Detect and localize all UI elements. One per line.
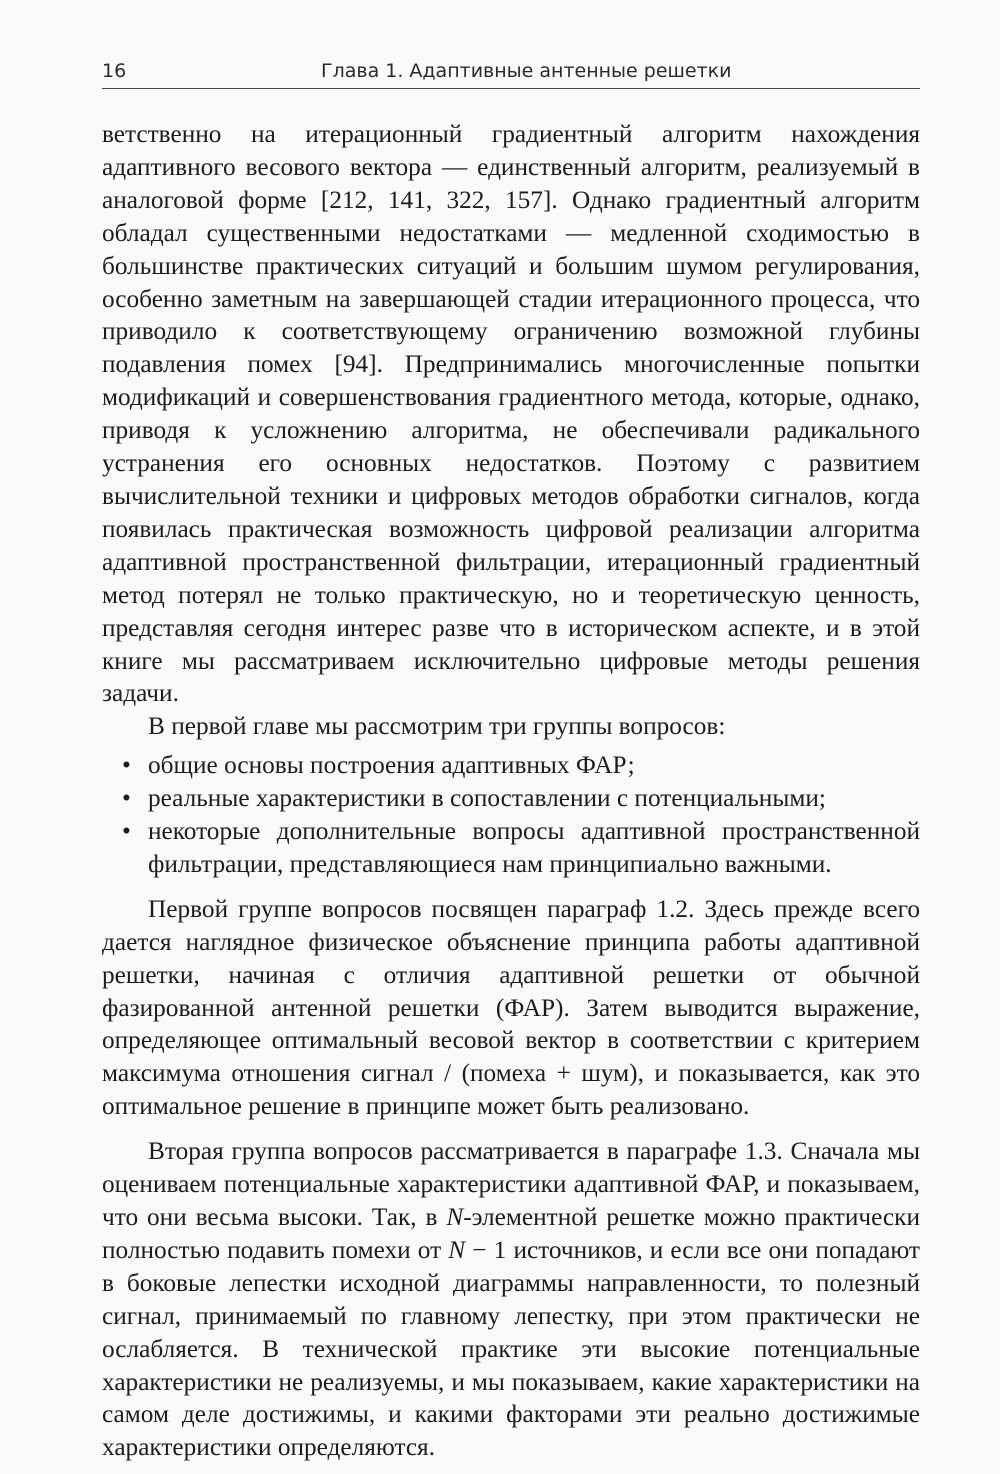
paragraph-4-start: Вторая группа вопросов рассматривается в параграфе 1.3. Сначала мы оцениваем потенциальные характеристики адаптивной ФАР, и показываем, что они весьма высоки. Так, в <box>102 1137 920 1231</box>
paragraph-2: В первой главе мы рассмотрим три группы вопросов: <box>148 712 726 741</box>
paragraph-1: ветственно на итерационный градиентный алгоритм нахождения адаптивного весового вектора — единственный алгоритм, реализуемый в аналоговой форме [212, 141, 322, 157]. Однако градиентный алгоритм обладал существенными недостатками — медленной сходимостью в большинстве практических ситуаций и большим шумом регулирования, особенно заметным на завершающей стадии итерационного процесса, что приводило к соответствующему ограничению возможной глубины подавления помех [94]. Предпринимались многочисленные попытки модификаций и совершенствования градиентного метода, которые, однако, приводя к усложнению алгоритма, не обеспечивали радикального устранения его основных недостатков. Поэтому с развитием вычислительной техники и цифровых методов обработки сигналов, когда появилась практическая возможность цифровой реализации алгоритма адаптивной пространственной фильтрации, итерационный градиентный метод потерял не только практическую, но и теоретическую ценность, представляя сегодня интерес разве что в историческом аспекте, и в этой книге мы рассматриваем исключительно цифровые методы решения задачи. <box>102 120 920 708</box>
running-header <box>102 58 920 89</box>
bullet-item-1: • общие основы построения адаптивных ФАР; <box>102 749 920 782</box>
expression-n: N <box>448 1235 466 1264</box>
paragraph-4-end: источников, и если все они попадают в боковые лепестки исходной диаграммы направленности, то полезный сигнал, принимаемый по главному лепестку, при этом практически не ослабляется. В технической практике эти высокие потенциальные характеристики не реализуемы, и мы показываем, какие характеристики на самом деле достижимы, и какими факторами эти реально достижимые характеристики определяются. <box>102 1235 920 1462</box>
running-title: Глава 1. Адаптивные антенные решетки <box>321 60 732 82</box>
page-number: 16 <box>102 60 127 82</box>
paragraph-4 <box>102 1135 920 1464</box>
body-text <box>102 118 920 1464</box>
bullet-item-3: • некоторые дополнительные вопросы адаптивной пространственной фильтрации, представляющиеся нам принципиально важными. <box>102 815 920 881</box>
expression-minus-one: − 1 <box>465 1235 507 1264</box>
bullet-list <box>102 749 920 881</box>
bullet-item-2: • реальные характеристики в сопоставлении с потенциальными; <box>102 782 920 815</box>
paragraph-4-middle: -элементной решетке можно практически полностью подавить помехи от <box>102 1203 920 1264</box>
paragraph-3: Первой группе вопросов посвящен параграф 1.2. Здесь прежде всего дается наглядное физическое объяснение принципа работы адаптивной решетки, начиная с отличия адаптивной решетки от обычной фазированной антенной решетки (ФАР). Затем выводится выражение, определяющее оптимальный весовой вектор в соответствии с критерием максимума отношения сигнал / (помеха + шум), и показывается, как это оптимальное решение в принципе может быть реализовано. <box>102 894 920 1121</box>
variable-n: N <box>446 1203 464 1231</box>
